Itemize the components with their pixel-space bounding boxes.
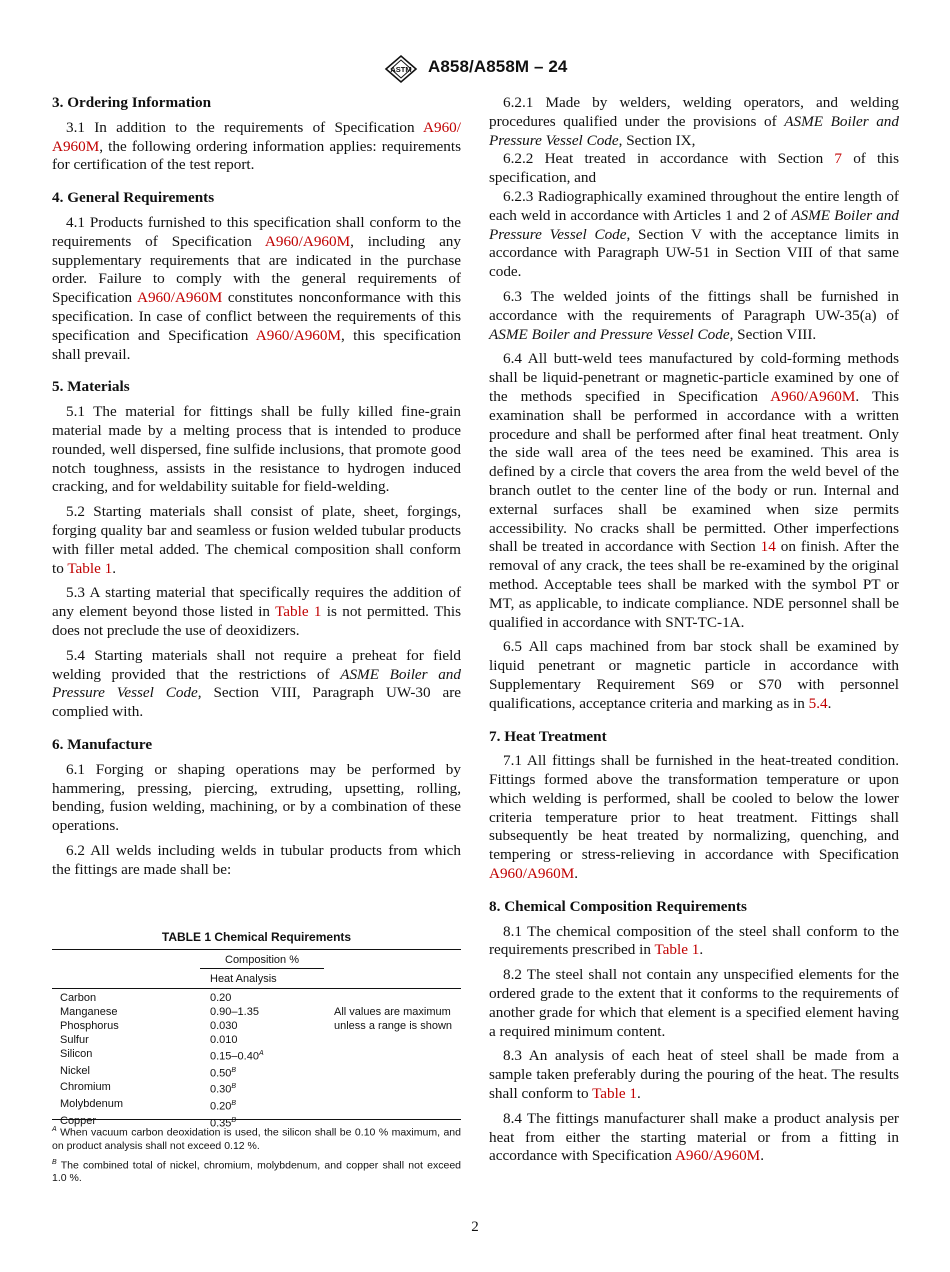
specification-link[interactable]: A960/A960M — [674, 1147, 761, 1165]
element-value: $0.15-0.40^A$ — [210, 1050, 264, 1063]
element-value: $0.20^B$ — [210, 1099, 237, 1113]
chemical-requirements-table — [52, 930, 461, 1185]
table-link[interactable]: Table 1 — [275, 603, 322, 621]
table-title: TABLE 1 Chemical Requirements — [161, 930, 352, 944]
element-value: 0.20 — [210, 992, 232, 1004]
table-link[interactable]: Table 1 — [592, 1085, 637, 1103]
table-footnote: $^B$ The combined total of nickel, chromium, molybdenum, and copper shall not exceed 1.0 %. — [52, 1158, 461, 1184]
section-link[interactable]: 14 — [760, 538, 776, 556]
paragraph: 3.1 In addition to the requirements of Specification A960/ A960M, the following ordering information applies: requirements for certification of the test report. — [52, 118, 461, 174]
element-name: Carbon — [60, 992, 97, 1004]
footnote-mark: B — [231, 1083, 237, 1091]
paragraph: 5.1 The material for fittings shall be fully killed fine-grain material made by a melting process that is intended to produce rounded, well dispersed, fine sulfide inclusions, that promote good notch toughness, assists in the resistance to hydrogen induced cracking, and for weldability suitable for field-welding. — [52, 403, 461, 496]
specification-link[interactable]: A960/ A960M — [52, 118, 461, 155]
table-row — [60, 991, 264, 1005]
footnote-mark: B — [231, 1116, 237, 1124]
table-link[interactable]: Table 1 — [654, 941, 700, 959]
section-title: 5. Materials — [52, 378, 130, 396]
section-title: 7. Heat Treatment — [489, 727, 607, 745]
left-column — [52, 94, 461, 885]
section-title: 4. General Requirements — [52, 189, 215, 207]
element-name: Silicon — [60, 1048, 93, 1060]
element-name: Phosphorus — [60, 1020, 119, 1032]
paragraph: 8.3 An analysis of each heat of steel shall be made from a sample taken preferably during the pouring of the heat. The results shall conform to Table 1. — [489, 1047, 899, 1103]
paragraph: 6.2.1 Made by welders, welding operators, and welding procedures qualified under the provisions of ASME Boiler and Pressure Vessel Code, Section IX, — [489, 94, 899, 149]
element-value: $0.30^B$ — [210, 1083, 237, 1096]
paragraph: 6.3 The welded joints of the fittings shall be furnished in accordance with the requirements of Paragraph UW-35(a) of ASME Boiler and Pressure Vessel Code, Section VIII. — [489, 287, 899, 343]
paragraph: 6.5 All caps machined from bar stock shall be examined by liquid penetrant or magnetic particle in accordance with Supplementary Requirement S69 or S70 with personnel qualifications, acceptance criteria and marking as in 5.4. — [489, 638, 899, 712]
element-value: 0.030 — [210, 1020, 238, 1032]
paragraph: 6.2.3 Radiographically examined throughout the entire length of each weld in accordance with Articles 1 and 2 of ASME Boiler and Pressure Vessel Code, Section V with the acceptance limits in accordance with Paragraph UW-51 in Section VIII of that same code. — [489, 187, 899, 281]
heat-analysis-header: Heat Analysis — [210, 973, 277, 985]
composition-header: Composition % — [225, 954, 299, 966]
element-name: Manganese — [60, 1006, 118, 1018]
table-note: All values are maximum unless a range is shown — [334, 1006, 453, 1032]
footnote-mark: B — [231, 1099, 237, 1107]
footnote-mark: A — [258, 1050, 264, 1057]
specification-link[interactable]: A960/A960M — [255, 326, 342, 344]
section-title: 3. Ordering Information — [52, 94, 212, 111]
right-column — [489, 94, 899, 1172]
page-header — [0, 52, 950, 86]
specification-link[interactable]: A960/A960M — [137, 289, 223, 307]
table-row — [60, 1047, 264, 1064]
table-body — [52, 989, 461, 1130]
element-name: Molybdenum — [60, 1097, 123, 1110]
paragraph: 6.1 Forging or shaping operations may be performed by hammering, pressing, piercing, extruding, upsetting, rolling, bending, fusion welding, machining, or by a combination of these operations. — [52, 760, 461, 835]
element-name: Copper — [60, 1114, 97, 1127]
element-value: 0.90–1.35 — [210, 1006, 259, 1018]
element-name: Sulfur — [60, 1034, 89, 1046]
table-row — [60, 1033, 264, 1047]
table-row — [60, 1114, 264, 1131]
specification-link[interactable]: A960/A960M — [489, 865, 575, 883]
element-name: Nickel — [60, 1064, 90, 1077]
element-name: Chromium — [60, 1081, 111, 1094]
specification-link[interactable]: A960/A960M — [264, 232, 351, 250]
element-value: $0.35^B$ — [210, 1116, 237, 1130]
paragraph: 7.1 All fittings shall be furnished in the heat-treated condition. Fittings formed above the transformation temperature or upon which welding is performed, shall be cooled to below the lower criteria temperature prior to heat treatment. Fittings shall subsequently be heat treated by normalizing, quenching, and tempering or stress-relieving in accordance with Specification A960/A960M. — [489, 752, 899, 883]
paragraph: 5.2 Starting materials shall consist of plate, sheet, forgings, forging quality bar and seamless or fusion welded tubular products with filler metal added. The chemical composition shall conform to Table 1. — [52, 503, 461, 577]
section-link[interactable]: 7 — [834, 150, 842, 168]
table-row — [60, 1019, 264, 1033]
section-title: 8. Chemical Composition Requirements — [489, 897, 747, 915]
paragraph: 8.1 The chemical composition of the steel shall conform to the requirements prescribed in Table 1. — [489, 922, 899, 959]
section-title: 6. Manufacture — [52, 735, 153, 753]
footnote-mark: B — [231, 1066, 237, 1074]
table-link[interactable]: Table 1 — [67, 559, 113, 577]
paragraph: 4.1 Products furnished to this specification shall conform to the requirements of Specification A960/A960M, including any supplementary requirements that are indicated in the purchase order. Failure to comply with the general requirements of Specification A960/A960M constitutes nonconformance with this specification. In case of conflict between the requirements of this specification and Specification A960/A960M, this specification shall prevail. — [52, 213, 461, 363]
element-value: 0.010 — [210, 1034, 238, 1046]
paragraph: 5.3 A starting material that specifically requires the addition of any element beyond those listed in Table 1 is not permitted. This does not preclude the use of deoxidizers. — [52, 584, 461, 639]
section-link[interactable]: 5.4 — [808, 694, 828, 712]
document-designation: A858/A858M – 24 — [428, 57, 568, 76]
table-header — [52, 950, 461, 988]
paragraph: 6.4 All butt-weld tees manufactured by cold-forming methods shall be liquid-penetrant or magnetic-particle examined by one of the methods specified in Specification A960/A960M. This examination shall be performed in accordance with a written procedure and shall be performed after final heat treatment. Only the side wall area of the tees need be examined. This area is defined by a circle that covers the area from the weld bevel of the branch outlet to the center line of the body or run. Internal and external surfaces shall be examined when size permits accessibility. No cracks shall be permitted. Other imperfections shall be treated in accordance with Section 14 on finish. After the removal of any crack, the tees shall be re-examined by the original method. Acceptable tees shall be marked with the symbol PT or MT, as applicable, to indicate compliance. NDE personnel shall be qualified in accordance with SNT-TC-1A. — [489, 350, 899, 631]
table-footnote: $^A$ When vacuum carbon deoxidation is used, the silicon shall be 0.10 % maximum, and on product analysis shall not exceed 0.12 %. — [52, 1126, 461, 1152]
paragraph: 5.4 Starting materials shall not require a preheat for field welding provided that the restrictions of ASME Boiler and Pressure Vessel Code, Section VIII, Paragraph UW-30 are complied with. — [52, 646, 461, 721]
paragraph: 6.2.2 Heat treated in accordance with Section 7 of this specification, and — [489, 150, 899, 187]
table-row — [60, 1064, 264, 1081]
table-row — [60, 1080, 264, 1097]
page-number: 2 — [471, 1219, 479, 1235]
table-row — [60, 1005, 264, 1019]
paragraph: 6.2 All welds including welds in tubular products from which the fittings are made shall be: — [52, 841, 461, 878]
astm-logo-icon — [382, 54, 420, 84]
paragraph: 8.4 The fittings manufacturer shall make a product analysis per heat from either the starting material or from a fitting in accordance with Specification A960/A960M. — [489, 1109, 899, 1165]
specification-link[interactable]: A960/A960M — [770, 387, 856, 405]
svg-text:ASTM: ASTM — [390, 65, 412, 74]
paragraph: 8.2 The steel shall not contain any unspecified elements for the ordered grade to the extent that it conforms to the requirements of another grade for which that element is a specified element having a required minimum content. — [489, 966, 899, 1040]
element-value: $0.50^B$ — [210, 1066, 237, 1080]
table-row — [60, 1097, 264, 1114]
